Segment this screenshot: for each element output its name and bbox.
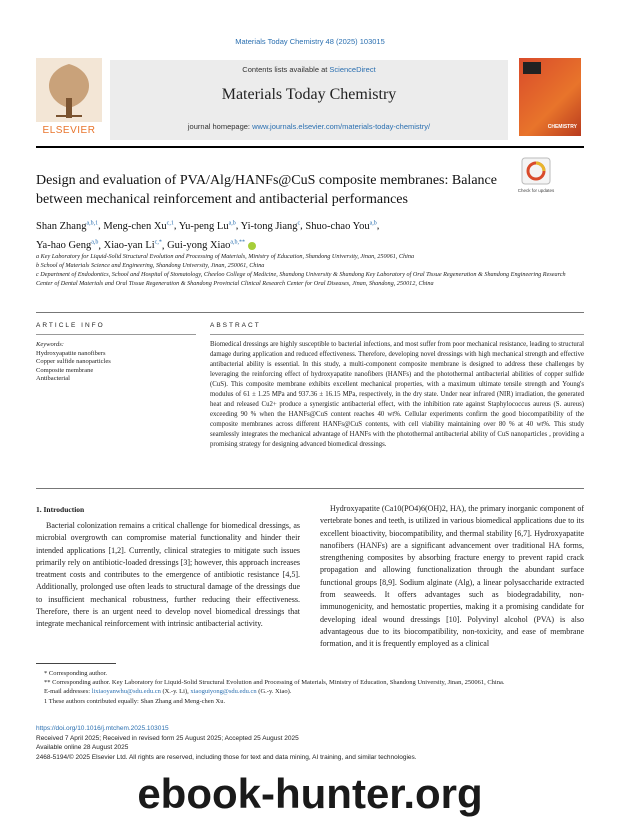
email-prefix: E-mail addresses: bbox=[44, 688, 92, 696]
footnote-equal-contribution: 1 These authors contributed equally: Shan Zhang and Meng-chen Xu. bbox=[44, 697, 226, 705]
footnote-emails bbox=[36, 687, 584, 696]
journal-header-box bbox=[110, 60, 508, 140]
orcid-icon[interactable] bbox=[248, 242, 256, 250]
email-owner: (G.-y. Xiao). bbox=[256, 688, 292, 696]
online-date: Available online 28 August 2025 bbox=[36, 744, 129, 751]
homepage-prefix: journal homepage: bbox=[187, 122, 253, 131]
body-divider bbox=[36, 488, 584, 489]
footnotes bbox=[36, 669, 584, 706]
email-link-xiao[interactable]: xiaoguiyong@sdu.edu.cn bbox=[190, 688, 257, 696]
contents-prefix: Contents lists available at bbox=[242, 65, 330, 74]
intro-paragraph-right: Hydroxyapatite (Ca10(PO4)6(OH)2, HA), the primary inorganic component of vertebrate bones and teeth, is utilized in various biomedical applications due to its excellent bioactivity, biocompatibility, and thermal stability [6,7]. Hydroxyapatite nanofibers (HANFs) are a significant advancement over traditional HA forms, strengthening composites by absorbing fracture energy to prevent rapid crack propagation and allowing functionalization through the abundant surface functional groups [8,9]. Sodium alginate (Alg), a linear polysaccharide extracted from seaweeds. It offers advantages such as biodegradability, non-immunogenicity, and hemostatic properties, making it a promising candidate for developing ideal wound dressings [10]. Polyvinyl alcohol (PVA) is also advantageous due to its biocompatibility, non-toxicity, and ease of membrane formation, and it is frequently employed as a clinical bbox=[320, 504, 584, 649]
received-dates: Received 7 April 2025; Received in revised form 25 August 2025; Accepted 25 August 2025 bbox=[36, 734, 299, 742]
journal-title: Materials Today Chemistry bbox=[221, 86, 397, 103]
footnote-corresponding-2: ** Corresponding author. Key Laboratory for Liquid-Solid Structural Evolution and Processing of Materials, Ministry of Education, Shandong University, Jinan, 250061, China. bbox=[44, 679, 505, 687]
doi-link[interactable]: https://doi.org/10.1016/j.mtchem.2025.103015 bbox=[36, 725, 169, 732]
keyword-item: Hydroxyapatite nanofibers bbox=[36, 349, 106, 357]
email-owner: (X.-y. Li), bbox=[160, 688, 191, 696]
abstract-rule bbox=[210, 334, 584, 335]
keywords-heading: Keywords: bbox=[36, 341, 64, 348]
article-info-heading: ARTICLE INFO bbox=[36, 322, 105, 329]
author[interactable]: Ya-hao Geng$^{a,b}$ bbox=[36, 239, 99, 251]
sciencedirect-link[interactable]: ScienceDirect bbox=[329, 65, 376, 74]
footnote-rule bbox=[36, 663, 116, 664]
check-for-updates-label[interactable]: Check for updates bbox=[517, 188, 555, 193]
check-for-updates-icon[interactable] bbox=[521, 157, 551, 185]
email-link-li[interactable]: lixiaoyanwhu@sdu.edu.cn bbox=[91, 688, 161, 696]
keyword-item: Copper sulfide nanoparticles bbox=[36, 358, 111, 365]
journal-reference-link[interactable]: Materials Today Chemistry 48 (2025) 103015 bbox=[235, 37, 385, 46]
keywords-block bbox=[36, 341, 196, 384]
author[interactable]: Shuo-chao You$^{a,b}$ bbox=[305, 220, 377, 232]
section-divider bbox=[36, 312, 584, 313]
author[interactable]: Shan Zhang$^{a,b,1}$ bbox=[36, 220, 99, 232]
contents-line bbox=[110, 65, 508, 74]
author[interactable]: Meng-chen Xu$^{c,1}$ bbox=[103, 220, 174, 232]
affiliation-item: b School of Materials Science and Engineering, Shandong University, Jinan, 250061, China bbox=[36, 262, 265, 269]
author-list: Shan Zhang$^{a,b,1}$, Meng-chen Xu$^{c,1}$, Yu-peng Lu$^{a,b}$, Yi-tong Jiang$^c$, Shuo-chao You$^{a,b}$, Ya-hao Geng$^{a,b}$, Xiao-yan $Li^{c,*}$, Gui-yong Xiao$^{a,b,**}$ bbox=[36, 220, 380, 251]
abstract-text: Biomedical dressings are highly susceptible to bacterial infections, and most suffer from poor mechanical resistance, leading to structural damage during application and reduced effectiveness. Therefore, developing novel dressings with high mechanical strength and effective antibacterial ability is essential. In this study, a multi-component composite membrane is designed to address these challenges by leveraging the reinforcing effect of hydroxyapatite nanofibers (HANFs) and the photothermal antibacterial abilities of copper sulfide (CuS). This composite membrane exhibits excellent mechanical properties, with a maximum ultimate tensile strength and Young's modulus of 61 ± 1.25 MPa and 937.36 ± 16.15 MPa, respectively, in the dry state. Under near infrared (NIR) irradiation, the generated heat and released Cu2+ produce a synergistic antibacterial effect, with the inhibition rate against Staphylococcus aureus (S. aureus) exceeding 90 % when the HANFs@CuS content reaches 40 wt%. Cellular experiments confirm the good biocompatibility of the composite membranes across different HANFs@CuS contents, with cell viability maintaining over 80 % at 40 wt%. This study seamlessly integrates the mechanical advantage of HANFs with the photothermal antibacterial ability of CuS nanoparticles , providing a promising strategy for designing advanced biomedical dressings. bbox=[210, 341, 584, 448]
keyword-item: Composite membrane bbox=[36, 366, 94, 374]
paper-title: Design and evaluation of PVA/Alg/HANFs@CuS composite membranes: Balance between mechanical reinforcement and antibacterial performances bbox=[36, 173, 497, 207]
copyright-line: 2468-5194/© 2025 Elsevier Ltd. All rights are reserved, including those for text and data mining, AI training, and similar technologies. bbox=[36, 753, 417, 761]
cover-badge bbox=[523, 62, 541, 74]
intro-paragraph-left: Bacterial colonization remains a critical challenge for biomedical dressings, as microbial overgrowth can compromise material functionality and hinder their intended applications [1,2]. Currently, clinical strategies to mitigate such issues primarily rely on antibiotic-loaded dressings [3]; however, this approach increases treatment costs and contributes to the emergence of antibiotic resistance [4,5]. Additionally, prolonged use often leads to structural damage of the dressings due to insufficient mechanical robustness, further reducing their effectiveness. Therefore, there is an urgent need to develop novel biomedical dressings that integrate mechanical reinforcement with intrinsic antibacterial activity. bbox=[36, 521, 300, 629]
introduction-heading: 1. Introduction bbox=[36, 505, 85, 514]
article-info-rule bbox=[36, 334, 196, 335]
abstract-heading: ABSTRACT bbox=[210, 322, 261, 329]
author[interactable]: Xiao-yan $Li^{c,*}$ bbox=[103, 239, 162, 251]
author[interactable]: Yu-peng Lu$^{a,b}$ bbox=[178, 220, 236, 232]
affiliation-item: c Department of Endodontics, School and Hospital of Stomatology, Cheeloo College of Medicine, Shandong University & Shandong Key Laboratory of Oral Tissue Regeneration & Shandong Engineering Research Center of Dental Materials and Oral Tissue Regeneration & Shandong Provincial Clinical Research Center for Oral Diseases, Jinan, Shandong, 250012, China bbox=[36, 271, 566, 287]
author[interactable]: Gui-yong Xiao$^{a,b,**}$ bbox=[167, 239, 246, 251]
homepage-line bbox=[110, 122, 508, 131]
publisher-name: ELSEVIER bbox=[42, 125, 96, 136]
homepage-link[interactable]: www.journals.elsevier.com/materials-today-chemistry/ bbox=[252, 122, 431, 131]
footnote-corresponding-1: * Corresponding author. bbox=[44, 670, 108, 677]
cover-label: CHEMISTRY bbox=[547, 124, 577, 130]
watermark: ebook-hunter.org bbox=[137, 770, 483, 817]
journal-cover-image bbox=[519, 58, 581, 136]
header-divider bbox=[36, 146, 584, 148]
author[interactable]: Yi-tong Jiang$^c$ bbox=[240, 220, 301, 232]
article-history bbox=[36, 724, 584, 762]
affiliation-item: a Key Laboratory for Liquid-Solid Structural Evolution and Processing of Materials, Ministry of Education, Shandong University, Jinan, 250061, China bbox=[36, 253, 415, 260]
affiliations bbox=[36, 252, 576, 288]
keyword-item: Antibacterial bbox=[36, 375, 70, 382]
